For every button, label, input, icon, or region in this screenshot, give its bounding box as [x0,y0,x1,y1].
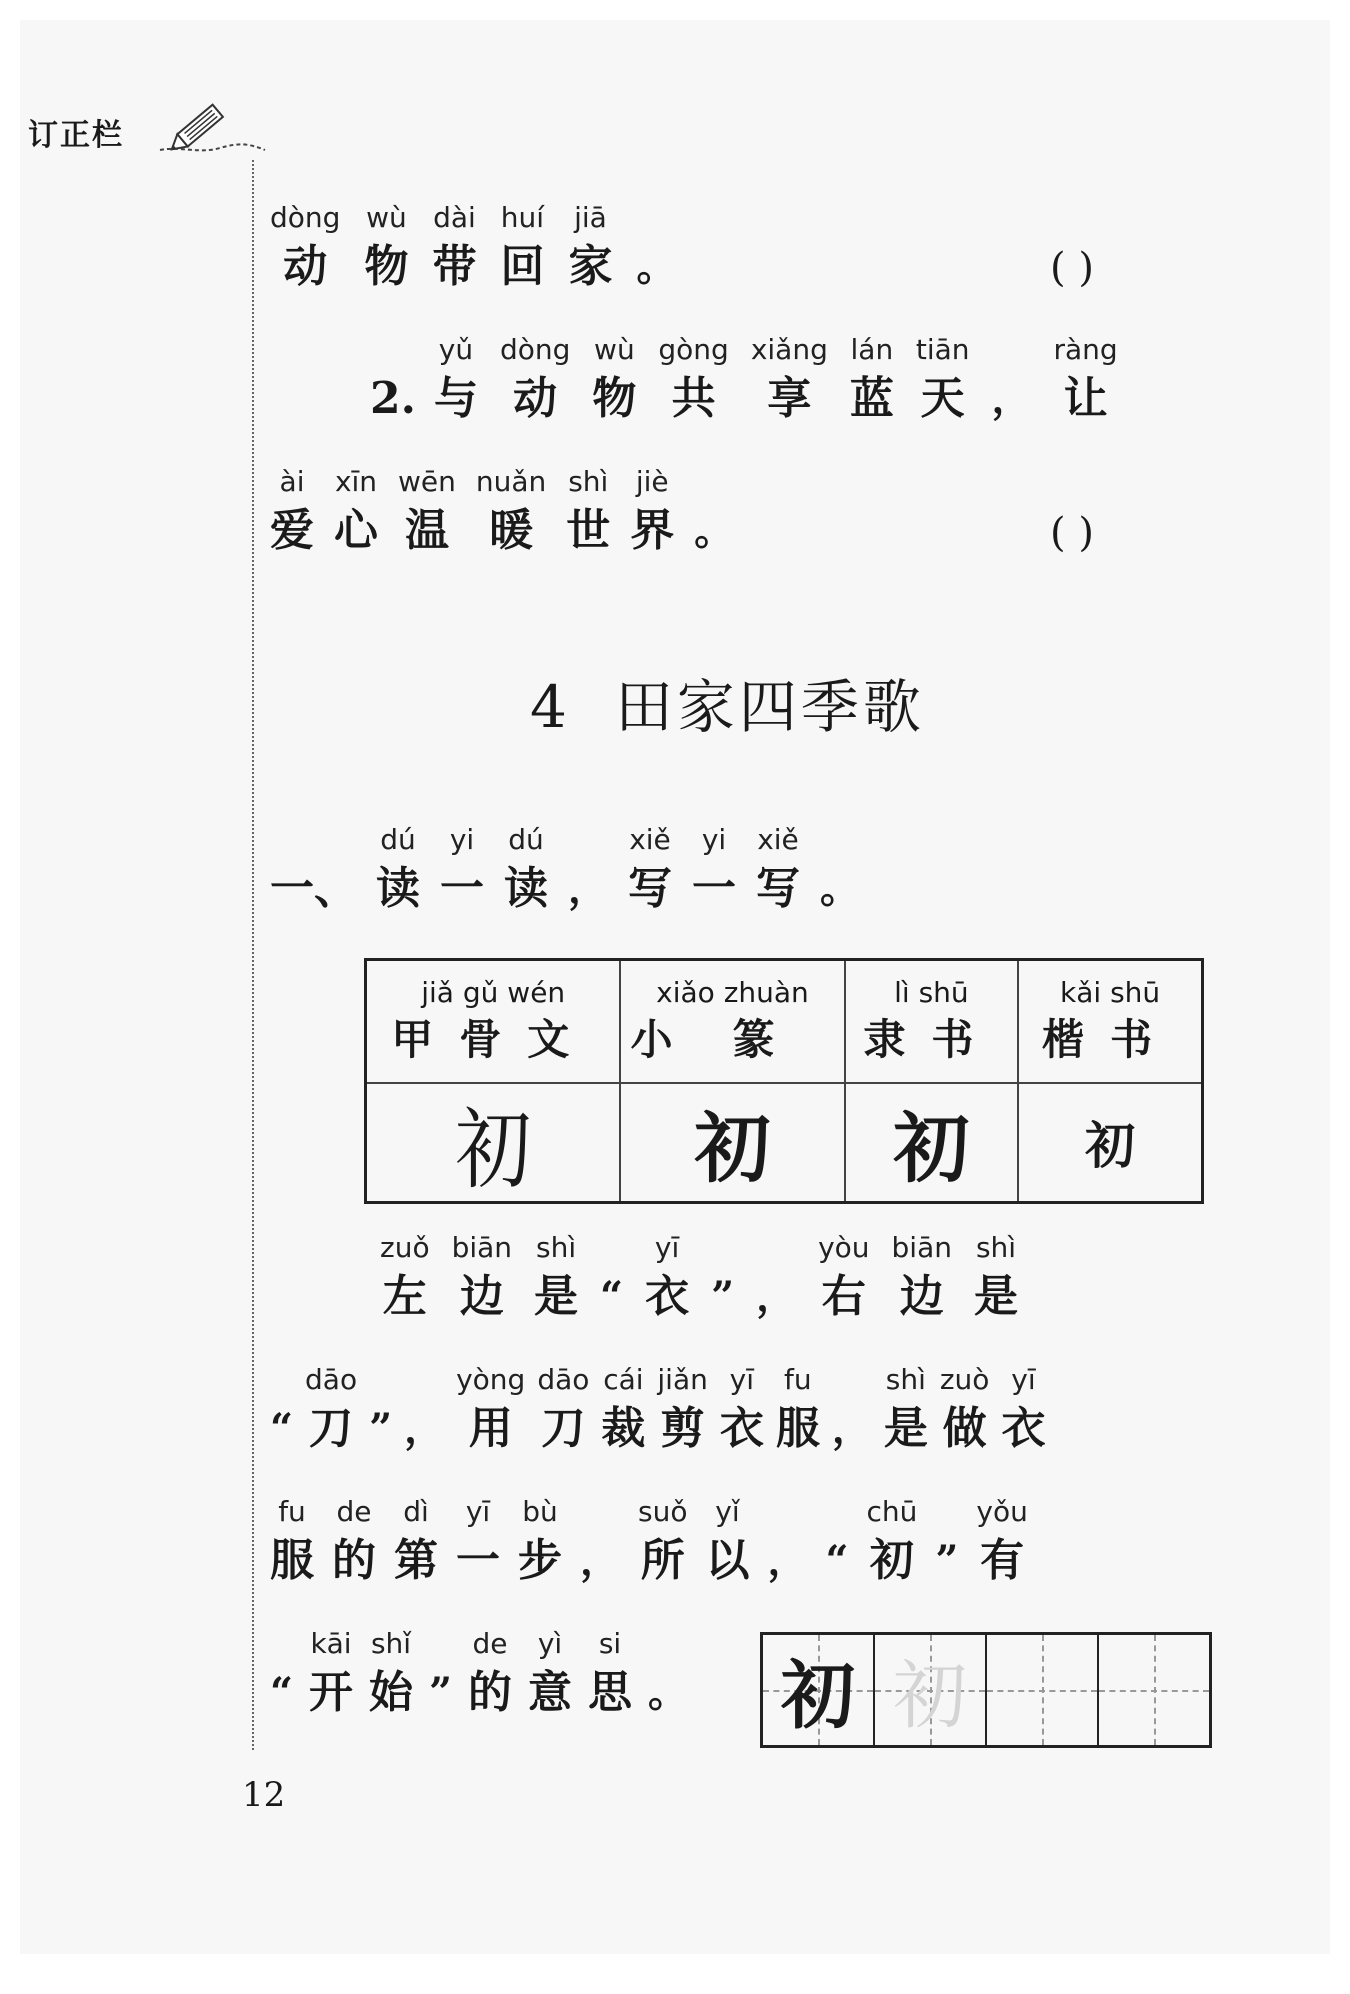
hanzi: ， [568,865,608,912]
pinyin-char-unit [456,1360,525,1458]
pinyin: dāo [537,1363,590,1396]
page-number: 12 [242,1775,286,1815]
pinyin-char-unit [369,1624,413,1722]
hanzi: 写 [756,863,800,914]
pinyin: fu [278,1495,306,1528]
pinyin-char-unit [850,330,894,428]
hanzi: 读 [504,863,548,914]
pinyin-char-unit [500,330,570,428]
pinyin: yòng [456,1363,526,1396]
hanzi: 爱 [270,505,314,556]
passage-line-1 [380,1228,1040,1326]
q1-line [270,198,676,296]
hanzi: 服 [270,1535,314,1586]
sentence-end: 。 [636,243,677,290]
pinyin-char-unit [628,820,672,918]
punctuation-unit [992,330,1032,428]
hanzi: 始 [369,1667,414,1718]
pinyin: dòng [270,201,341,234]
pinyin-char-unit [432,198,476,296]
pinyin-char-unit [452,1228,512,1326]
punctuation-unit [369,1360,392,1458]
glyph-oracle-bone: 初 [366,1083,621,1203]
grid-cell-blank[interactable] [987,1635,1099,1745]
hanzi: 的 [332,1535,376,1586]
punctuation-unit [429,1624,452,1722]
pinyin: shì [535,1231,577,1264]
pinyin-char-unit [1001,1360,1045,1458]
hanzi: 与 [433,373,478,424]
hanzi: ” [711,1273,735,1320]
pinyin: biān [891,1231,952,1264]
hanzi: ， [580,1537,620,1584]
hanzi: 所 [640,1535,685,1586]
pinyin: shì [975,1231,1017,1264]
hanzi: 共 [671,373,716,424]
hanzi: 心 [334,505,378,556]
hanzi: ， [767,1537,808,1584]
punctuation-unit [767,1492,807,1590]
pinyin: xiě [757,823,799,856]
punctuation-unit [711,1228,734,1326]
pinyin: shì [885,1363,926,1396]
pinyin: kāi [310,1627,352,1660]
hanzi: 回 [500,241,545,292]
item-prefix: 2. [370,373,416,424]
pinyin-char-unit [504,820,548,918]
hanzi: 物 [592,373,637,424]
pinyin: yī [465,1495,491,1528]
hanzi: 衣 [645,1271,690,1322]
pinyin: zuò [939,1363,990,1396]
punctuation-unit [756,1228,796,1326]
pinyin: dú [380,823,416,856]
pinyin: cái [603,1363,644,1396]
q2-line-2 [270,462,734,560]
pinyin-char-unit [332,1492,376,1590]
hanzi: 刀 [541,1403,586,1454]
pinyin: huí [500,201,545,234]
margin-dotted-divider [252,160,254,1750]
hanzi: 是 [883,1403,928,1454]
hanzi: 裁 [601,1403,646,1454]
pinyin-char-unit [1054,330,1118,428]
pinyin: dāo [305,1363,358,1396]
pinyin: dì [403,1495,429,1528]
pinyin: tiān [915,333,970,366]
pinyin: yǔ [438,333,474,366]
pinyin: ài [279,465,305,498]
pinyin-char-unit [892,1228,952,1326]
hanzi: 家 [568,241,613,292]
pinyin-char-unit [588,1624,632,1722]
pinyin-char-unit [528,1624,572,1722]
hanzi: 用 [468,1403,513,1454]
pinyin: bù [522,1495,558,1528]
pinyin-char-unit [305,1360,357,1458]
pinyin-char-unit [364,198,408,296]
hanzi: 蓝 [849,373,894,424]
pinyin-char-unit [657,1360,707,1458]
hanzi: 。 [648,1669,689,1716]
pinyin: fu [784,1363,812,1396]
glyph-clerical: 初 [845,1083,1019,1203]
pinyin: de [336,1495,372,1528]
pinyin: wù [594,333,635,366]
pinyin: dòng [499,333,571,366]
grid-cell-model: 初 [763,1635,875,1745]
pinyin-char-unit [974,1228,1018,1326]
pinyin: yi [449,823,475,856]
pinyin: yǒu [976,1495,1028,1528]
pinyin: shǐ [370,1627,412,1660]
hanzi: “ [270,1405,294,1452]
pinyin-char-unit [380,1228,430,1326]
hanzi: 动 [283,241,328,292]
pinyin-char-unit [866,1492,917,1590]
pinyin-char-unit [720,1360,764,1458]
pinyin-char-unit [630,462,674,560]
pinyin-char-unit [456,1492,500,1590]
pencil-icon [150,92,270,162]
hanzi: 一 [440,863,484,914]
hanzi: ” [429,1669,453,1716]
pinyin-char-unit [309,1624,353,1722]
header-clerical: lì shū 隶书 [845,960,1019,1083]
pinyin: jiā [574,201,607,234]
pinyin-char-unit [592,330,636,428]
hanzi: 是 [974,1271,1018,1322]
hanzi: 的 [468,1667,513,1718]
hanzi: 右 [821,1271,866,1322]
hanzi: 天 [920,373,965,424]
hanzi: 衣 [1001,1403,1046,1454]
pinyin: chū [866,1495,918,1528]
pinyin: si [598,1627,622,1660]
hanzi: 一 [692,863,736,914]
pinyin-char-unit [566,462,610,560]
pinyin-char-unit [568,198,612,296]
hanzi: 意 [528,1667,573,1718]
hanzi: 动 [513,373,558,424]
hanzi: 左 [382,1271,427,1322]
pinyin-char-unit [705,1492,749,1590]
pinyin: xiě [629,823,671,856]
hanzi: 步 [518,1535,562,1586]
pinyin-char-unit [601,1360,645,1458]
writing-practice-grid [760,1632,1212,1748]
pinyin: gòng [658,333,729,366]
hanzi: 享 [767,373,812,424]
pinyin: wēn [398,465,456,498]
pinyin-char-unit [638,1492,687,1590]
pinyin-char-unit [398,462,456,560]
punctuation-unit [935,1492,958,1590]
hanzi: 第 [394,1535,438,1586]
pinyin: jiǎn [657,1363,708,1396]
hanzi: ” [935,1537,959,1584]
hanzi: 刀 [309,1403,354,1454]
punctuation-unit [820,820,860,918]
pinyin-char-unit [776,1360,820,1458]
hanzi: 。 [820,865,860,912]
hanzi: 世 [566,505,611,556]
lesson-title-text: 田家四季歌 [614,673,925,741]
pinyin: dài [433,201,476,234]
passage-line-2 [270,1360,1057,1458]
hanzi: ， [831,1405,872,1452]
hanzi: 服 [775,1403,820,1454]
hanzi: 以 [705,1535,750,1586]
pinyin-char-unit [270,462,314,560]
hanzi: 带 [432,241,477,292]
pinyin-char-unit [270,1492,314,1590]
answer-paren-1[interactable]: ( ) [1050,245,1094,291]
hanzi: 物 [364,241,409,292]
punctuation-unit [568,820,608,918]
pinyin-char-unit [940,1360,990,1458]
pinyin-char-unit [270,198,340,296]
pinyin-char-unit [756,820,800,918]
hanzi: “ [825,1537,849,1584]
sentence-end: 。 [694,507,735,554]
pinyin: shì [568,465,609,498]
pinyin: xīn [334,465,378,498]
hanzi: 初 [869,1535,914,1586]
pinyin-char-unit [692,820,736,918]
punctuation-unit [270,1624,293,1722]
q2-line-1 [370,330,1140,428]
hanzi: 一 [456,1535,500,1586]
section-heading [270,820,880,918]
pinyin-char-unit [476,462,546,560]
pinyin-char-unit [376,820,420,918]
hanzi: 暖 [489,505,534,556]
hanzi: 是 [534,1271,579,1322]
punctuation-unit [404,1360,444,1458]
pinyin-char-unit [976,1492,1027,1590]
glyph-regular: 初 [1018,1083,1202,1203]
glyph-small-seal: 初 [620,1083,844,1203]
item-prefix: 一、 [270,863,358,914]
pinyin-char-unit [534,1228,578,1326]
pinyin: dú [508,823,544,856]
lesson-title [530,660,925,744]
pinyin: nuǎn [475,465,547,498]
pinyin-char-unit [434,330,478,428]
pinyin-char-unit [916,330,970,428]
pinyin: yi [701,823,727,856]
punctuation-unit [600,1228,623,1326]
hanzi: 边 [899,1271,944,1322]
hanzi: ， [404,1405,445,1452]
pinyin-char-unit [440,820,484,918]
pinyin: yī [1011,1363,1036,1396]
pinyin-char-unit [468,1624,512,1722]
correction-column-label: 订正栏 [28,118,124,153]
grid-cell-blank[interactable] [1099,1635,1209,1745]
pinyin-char-unit [751,330,828,428]
header-regular: kǎi shū 楷书 [1018,960,1202,1083]
grid-cell-trace[interactable]: 初 [875,1635,987,1745]
punctuation-unit [580,1492,620,1590]
lesson-number: 4 [530,673,571,741]
pinyin-char-unit [884,1360,928,1458]
hanzi: ， [756,1273,797,1320]
hanzi: 让 [1063,373,1108,424]
hanzi: 写 [628,863,672,914]
pinyin-char-unit [818,1228,869,1326]
pinyin: yī [729,1363,755,1396]
header-oracle-bone: jiǎ gǔ wén 甲骨文 [366,960,621,1083]
hanzi: 界 [630,505,675,556]
hanzi: 边 [459,1271,504,1322]
pinyin: zuǒ [380,1231,430,1264]
punctuation-unit [832,1360,872,1458]
pinyin: lán [850,333,894,366]
hanzi: 有 [980,1535,1025,1586]
hanzi: 做 [942,1403,987,1454]
pinyin: de [472,1627,508,1660]
punctuation-unit [825,1492,848,1590]
pinyin: wù [366,201,407,234]
pinyin: yòu [818,1231,870,1264]
pinyin-char-unit [658,330,728,428]
hanzi: 开 [309,1667,354,1718]
pinyin-char-unit [500,198,544,296]
pinyin: yǐ [715,1495,740,1528]
pinyin: biān [451,1231,513,1264]
header-small-seal: xiǎo zhuàn 小篆 [620,960,844,1083]
pinyin: xiǎng [750,333,828,366]
pinyin-char-unit [645,1228,689,1326]
hanzi: ” [369,1405,393,1452]
hanzi: “ [270,1669,294,1716]
pinyin: ràng [1053,333,1118,366]
pinyin-char-unit [518,1492,562,1590]
hanzi: ， [991,375,1032,422]
hanzi: “ [600,1273,624,1320]
workbook-page [20,20,1330,1954]
pinyin: yī [654,1231,680,1264]
pinyin-char-unit [537,1360,589,1458]
punctuation-unit [648,1624,688,1722]
pinyin: jiè [635,465,669,498]
passage-line-3 [270,1492,1046,1590]
answer-paren-2[interactable]: ( ) [1050,510,1094,556]
pinyin-char-unit [394,1492,438,1590]
hanzi: 思 [588,1667,633,1718]
pinyin-char-unit [334,462,378,560]
pinyin: suǒ [638,1495,688,1528]
script-evolution-table [364,958,1204,1204]
hanzi: 读 [376,863,420,914]
hanzi: 衣 [719,1403,764,1454]
hanzi: 剪 [660,1403,705,1454]
passage-line-4 [270,1624,704,1722]
punctuation-unit [270,1360,293,1458]
pinyin: yì [537,1627,563,1660]
hanzi: 温 [404,505,449,556]
